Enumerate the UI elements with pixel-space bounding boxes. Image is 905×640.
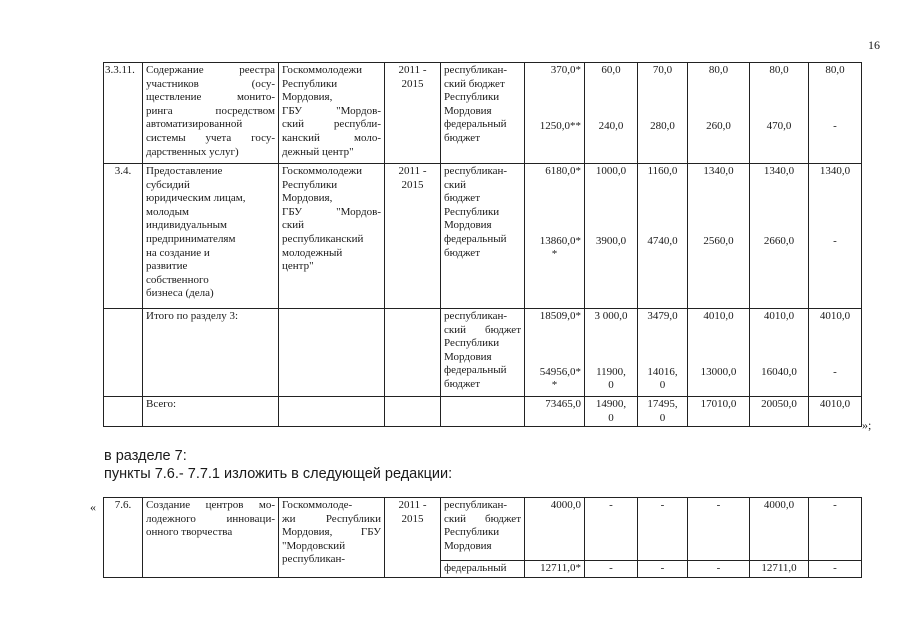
amount-2012: 3479,0 14016, 0 — [638, 309, 688, 397]
funding-source: республикан- ский бюджет Республики Мордовия федеральный бюджет — [441, 164, 525, 309]
amount-2013: 17010,0 — [688, 397, 750, 427]
executor: Госкоммолодежи Республики Мордовия, ГБУ "Мордов- ский республи- канский моло- дежный центр" — [279, 63, 385, 164]
item-name: Создание центров мо- лодежного инноваци- онного творчества — [143, 498, 279, 578]
amount-2011: 3 000,0 11900, 0 — [585, 309, 638, 397]
amount-2011: 14900, 0 — [585, 397, 638, 427]
empty-cell — [104, 397, 143, 427]
amount-2015: 1340,0 - — [809, 164, 862, 309]
table-row — [104, 498, 862, 561]
amount-total: 18509,0* 54956,0* * — [525, 309, 585, 397]
item-number: 7.6. — [104, 498, 143, 578]
closing-quote: »; — [862, 418, 872, 432]
executor: Госкоммолоде- жи Республики Мордовия, ГБУ "Мордовский республикан- — [279, 498, 385, 578]
opening-quote: « — [90, 500, 96, 514]
amount-2011: - — [585, 561, 638, 578]
section-heading: в разделе 7: — [104, 448, 187, 464]
funding-source: федеральный — [441, 561, 525, 578]
amount-2015: 80,0 - — [809, 63, 862, 164]
instruction-text: пункты 7.6.- 7.7.1 изложить в следующей редакции: — [104, 466, 453, 482]
amount-2011: 1000,0 3900,0 — [585, 164, 638, 309]
amount-2012: 17495, 0 — [638, 397, 688, 427]
amount-2014: 12711,0 — [750, 561, 809, 578]
amount-total: 73465,0 — [525, 397, 585, 427]
amount-2015: - — [809, 561, 862, 578]
item-number: 3.4. — [104, 164, 143, 309]
amount-2014: 1340,0 2660,0 — [750, 164, 809, 309]
total-label: Всего: — [143, 397, 279, 427]
amount-2013: 80,0 260,0 — [688, 63, 750, 164]
subtotal-row — [104, 309, 862, 397]
amount-2012: - — [638, 561, 688, 578]
amount-total: 370,0* 1250,0** — [525, 63, 585, 164]
empty-cell — [385, 397, 441, 427]
program-table-section-3 — [103, 62, 862, 427]
amount-2013: 4010,0 13000,0 — [688, 309, 750, 397]
amount-2013: 1340,0 2560,0 — [688, 164, 750, 309]
table-row — [104, 164, 862, 309]
item-name: Содержание реестра участников (осу- ществление монито- ринга посредством автоматизированной системы учета госу- дарственных услуг) — [143, 63, 279, 164]
page-number: 16 — [868, 38, 880, 52]
amount-total: 12711,0* — [525, 561, 585, 578]
item-name: Предоставление субсидий юридическим лицам, молодым индивидуальным предпринимателям на создание и развитие собственного бизнеса (дела) — [143, 164, 279, 309]
amount-2012: 1160,0 4740,0 — [638, 164, 688, 309]
program-table-section-7 — [103, 497, 862, 578]
amount-2012: - — [638, 498, 688, 561]
years: 2011 - 2015 — [385, 164, 441, 309]
empty-cell — [279, 397, 385, 427]
amount-2015: 4010,0 - — [809, 309, 862, 397]
funding-source: республикан- ский бюджет Республики Мордовия — [441, 498, 525, 561]
amount-2015: 4010,0 — [809, 397, 862, 427]
amount-2014: 80,0 470,0 — [750, 63, 809, 164]
empty-cell — [279, 309, 385, 397]
total-row — [104, 397, 862, 427]
years: 2011 - 2015 — [385, 498, 441, 578]
amount-total: 4000,0 — [525, 498, 585, 561]
amount-2015: - — [809, 498, 862, 561]
funding-source: республикан- ский бюджет Республики Мордовия федеральный бюджет — [441, 309, 525, 397]
amount-2011: 60,0 240,0 — [585, 63, 638, 164]
amount-2012: 70,0 280,0 — [638, 63, 688, 164]
amount-total: 6180,0* 13860,0* * — [525, 164, 585, 309]
item-number: 3.3.11. — [104, 63, 143, 164]
amount-2014: 4000,0 — [750, 498, 809, 561]
amount-2014: 20050,0 — [750, 397, 809, 427]
amount-2014: 4010,0 16040,0 — [750, 309, 809, 397]
empty-cell — [441, 397, 525, 427]
amount-2011: - — [585, 498, 638, 561]
amount-2013: - — [688, 498, 750, 561]
amount-2013: - — [688, 561, 750, 578]
empty-cell — [385, 309, 441, 397]
years: 2011 - 2015 — [385, 63, 441, 164]
executor: Госкоммолодежи Республики Мордовия, ГБУ "Мордов- ский республиканский молодежный центр" — [279, 164, 385, 309]
table-row — [104, 63, 862, 164]
subtotal-label: Итого по разделу 3: — [143, 309, 279, 397]
funding-source: республикан- ский бюджет Республики Мордовия федеральный бюджет — [441, 63, 525, 164]
empty-cell — [104, 309, 143, 397]
